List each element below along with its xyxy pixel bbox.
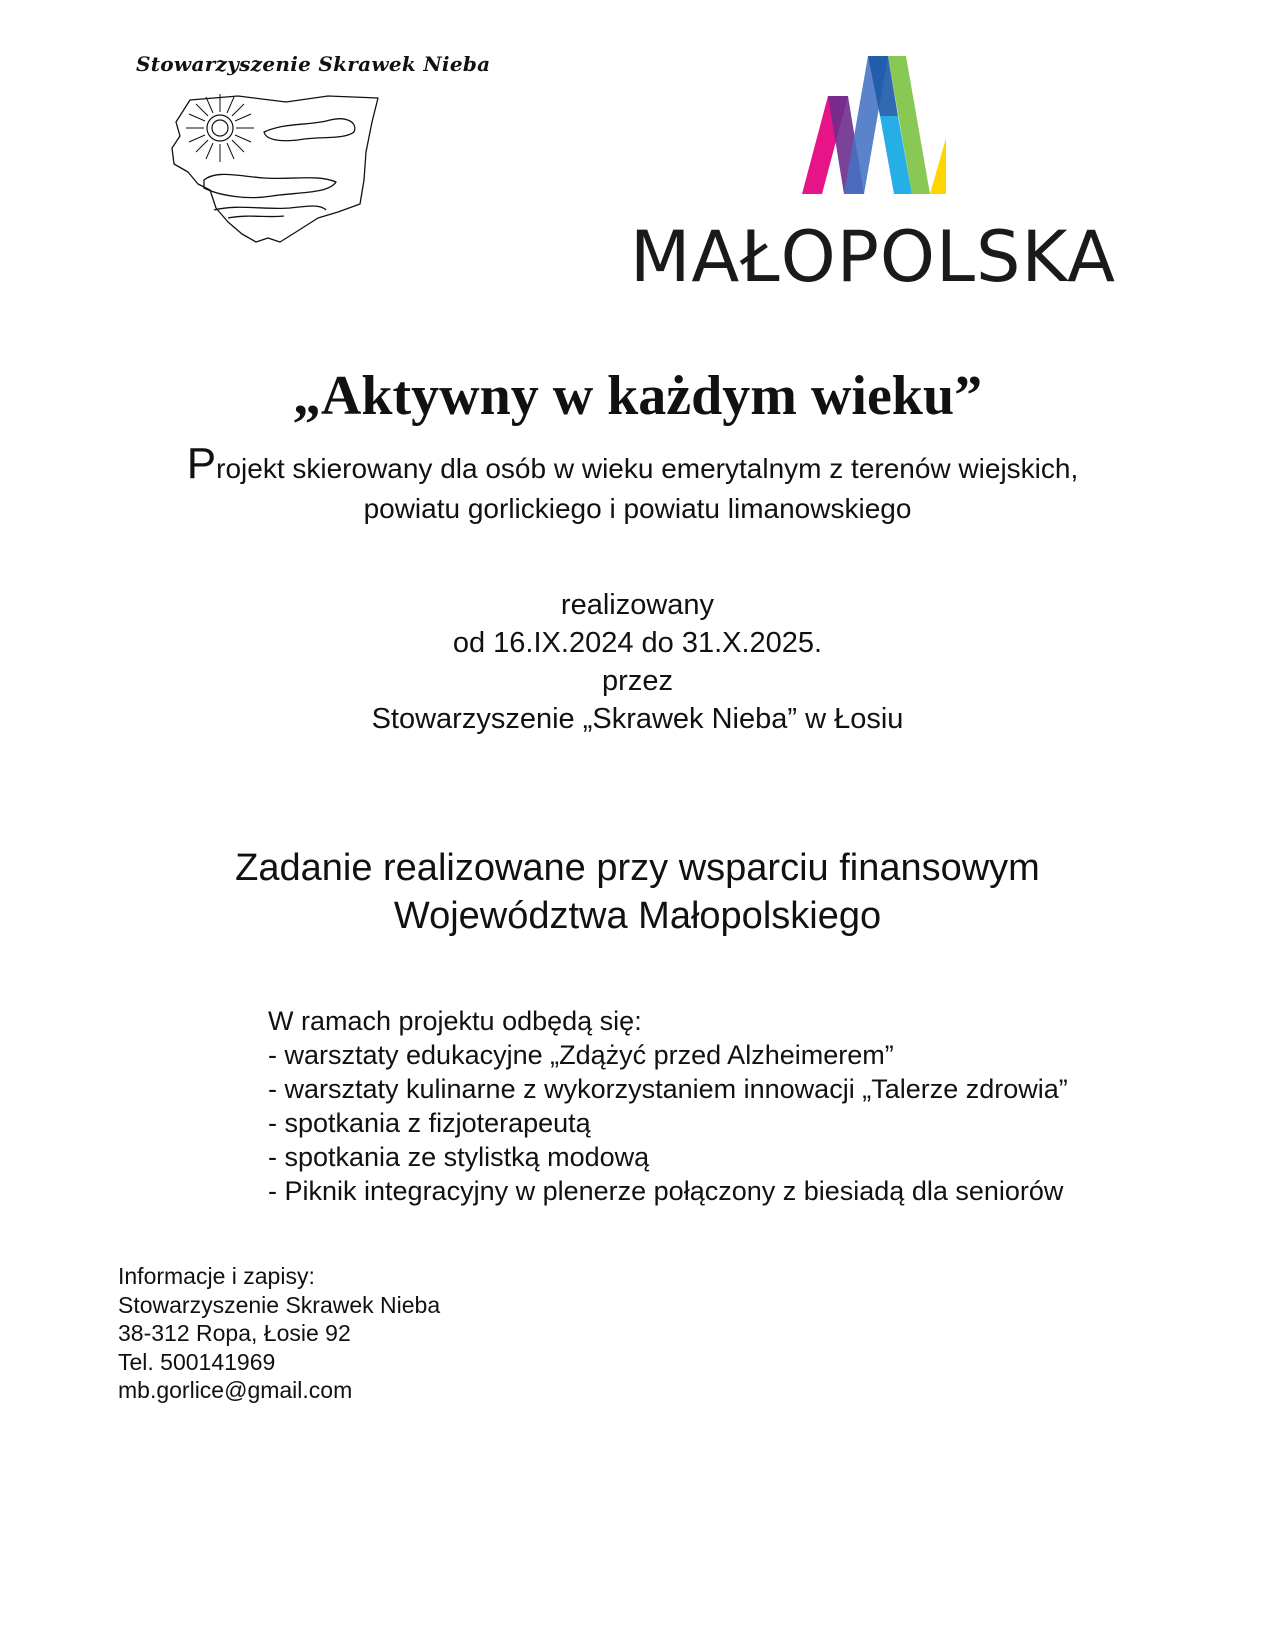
malopolska-colored-m-icon	[802, 56, 962, 204]
funding-line-1: Zadanie realizowane przy wsparciu finansowym	[235, 847, 1040, 889]
malopolska-wordmark: MAŁOPOLSKA	[630, 216, 1117, 298]
contact-address: 38-312 Ropa, Łosie 92	[118, 1320, 351, 1346]
realization-line-3: przez	[602, 665, 673, 697]
activities-heading: W ramach projektu odbędą się:	[268, 1006, 642, 1036]
funding-statement	[0, 844, 1275, 940]
list-item: - Piknik integracyjny w plenerze połączony z biesiadą dla seniorów	[268, 1176, 1064, 1206]
list-item: - warsztaty kulinarne z wykorzystaniem innowacji „Talerze zdrowia”	[268, 1074, 1068, 1104]
contact-phone: Tel. 500141969	[118, 1348, 276, 1375]
description-line-2: powiatu gorlickiego i powiatu limanowskiego	[363, 493, 912, 524]
funding-line-2: Województwa Małopolskiego	[393, 895, 882, 937]
activities-list	[268, 1004, 1068, 1208]
realization-organizer: Stowarzyszenie „Skrawek Nieba” w Łosiu	[371, 703, 904, 735]
description-line-1	[0, 439, 1275, 489]
region-map-with-sun-icon	[168, 92, 388, 262]
description-first-letter: P	[186, 439, 217, 488]
list-item: - warsztaty edukacyjne „Zdążyć przed Alzheimerem”	[268, 1040, 894, 1070]
list-item: - spotkania z fizjoterapeutą	[268, 1108, 591, 1138]
contact-email: mb.gorlice@gmail.com	[118, 1377, 353, 1403]
list-item: - spotkania ze stylistką modową	[268, 1142, 650, 1172]
contact-info	[118, 1262, 440, 1405]
description-line-1-rest: rojekt skierowany dla osób w wieku emerytalnym z terenów wiejskich,	[216, 453, 1079, 484]
project-title: „Aktywny w każdym wieku”	[292, 365, 983, 427]
realization-info	[0, 586, 1275, 738]
project-description	[0, 439, 1275, 529]
contact-heading: Informacje i zapisy:	[118, 1263, 315, 1289]
realization-line-1: realizowany	[560, 589, 715, 621]
realization-dates: od 16.IX.2024 do 31.X.2025.	[452, 627, 823, 659]
contact-org: Stowarzyszenie Skrawek Nieba	[118, 1291, 441, 1318]
org-logo-title: Stowarzyszenie Skrawek Nieba	[136, 52, 491, 76]
